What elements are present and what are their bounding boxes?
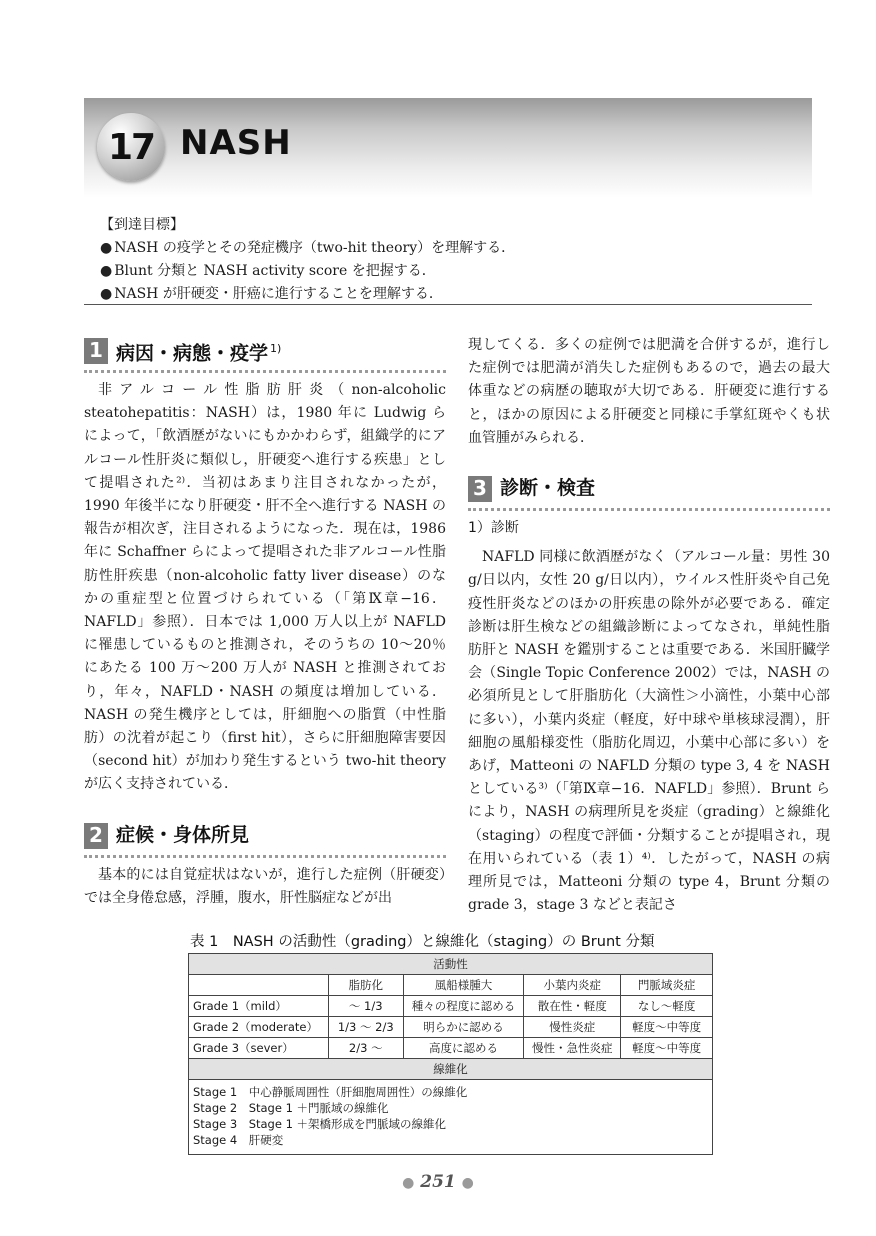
bullet-icon: ● [100, 240, 113, 256]
column-header: 小葉内炎症 [524, 975, 621, 996]
section-number-badge: 1 [84, 338, 108, 364]
table-header-row [189, 975, 713, 996]
column-header: 脂肪化 [328, 975, 403, 996]
chapter-number-badge: 17 [97, 113, 165, 181]
section-2-paragraph-continued: 現してくる．多くの症例では肥満を合併するが，進行した症例では肥満が消失した症例もあるので，過去の最大体重などの病歴の聴取が大切である．肝硬変に進行すると，ほかの原因による肝硬変と同様に手掌紅斑やくも状血管腫がみられる． [468, 337, 830, 446]
section-number-badge: 2 [84, 823, 108, 849]
table-row [189, 1038, 713, 1059]
table-cell: 種々の程度に認める [403, 996, 524, 1017]
section-2-paragraph: 基本的には自覚症状はないが，進行した症例（肝硬変）では全身倦怠感，浮腫，腹水，肝性脳症などが出 [84, 866, 446, 906]
section-1-paragraph: 非アルコール性脂肪肝炎（non-alcoholic steatohepatitis：NASH）は，1980 年に Ludwig らによって，「飲酒歴がないにもかかわらず，組織学的にアルコール性肝炎に類似し，肝硬変へ進行する疾患」として提唱された²⁾．当初はあまり注目されなかったが，1990 年後半になり肝硬変・肝不全へ進行する NASH の報告が相次ぎ，注目されるようになった．現在は，1986 年に Schaffner らによって提唱された非アルコール性脂肪性肝疾患（non-alcoholic fatty liver disease）のなかの重症型と位置づけられている（「第Ⅸ章−16．NAFLD」参照）．日本では 1,000 万人以上が NAFLD に罹患しているものと推測され，そのうちの 10〜20％にあたる 100 万〜200 万人が NASH と推測されており，年々，NAFLD・NASH の頻度は増加している．NASH の発生機序としては，肝細胞への脂質（中性脂肪）の沈着が起こり（first hit），さらに肝細胞障害要因（second hit）が加わり発生するという two-hit theory が広く支持されている． [84, 382, 446, 793]
table-cell: 1/3 〜 2/3 [328, 1017, 403, 1038]
chapter-title: NASH [180, 123, 292, 163]
right-column [468, 334, 830, 917]
section-heading-1 [84, 334, 446, 373]
dot-icon: ● [461, 1175, 474, 1191]
bullet-icon: ● [100, 286, 113, 302]
activity-band: 活動性 [189, 954, 713, 975]
bullet-icon: ● [100, 263, 113, 279]
section-title: 病因・病態・疫学 $^{1)}$ [116, 341, 282, 365]
table-row [189, 1017, 713, 1038]
stage-item: Stage 2 Stage 1 ＋門脈域の線維化 [193, 1101, 389, 1115]
section-title: 症候・身体所見 [116, 824, 250, 847]
brunt-classification-table [188, 953, 713, 1155]
page-number: ● 251 ● [402, 1172, 474, 1192]
table-cell: 〜 1/3 [328, 996, 403, 1017]
section-3-paragraph: NAFLD 同様に飲酒歴がなく（アルコール量：男性 30 g/日以内，女性 20 g/日以内），ウイルス性肝炎や自己免疫性肝炎などのほかの肝疾患の除外が必要である．確定診断は肝生検などの組織診断によってなされ，単純性脂肪肝と NASH を鑑別することは重要である．米国肝臓学会（Single Topic Conference 2002）では，NASH の必須所見として肝脂肪化（大滴性＞小滴性，小葉中心部に多い），小葉内炎症（軽度，好中球や単核球浸潤），肝細胞の風船様変性（脂肪化周辺，小葉中心部に多い）をあげ，Matteoni の NAFLD 分類の type 3, 4 を NASH としている³⁾（「第Ⅸ章−16．NAFLD」参照）．Brunt らにより，NASH の病理所見を炎症（grading）と線維化（staging）の程度で評価・分類することが提唱され，現在用いられている（表 1）⁴⁾．したがって，NASH の病理所見では，Matteoni 分類の type 4，Brunt 分類の grade 3，stage 3 などと表記さ [468, 549, 830, 914]
table-cell: 慢性・急性炎症 [524, 1038, 621, 1059]
goals-heading: 【到達目標】 [100, 217, 184, 233]
goal-item: ● Blunt 分類と NASH activity score を把握する． [100, 263, 436, 279]
table-cell: 散在性・軽度 [524, 996, 621, 1017]
goals-divider [84, 304, 812, 305]
fibrosis-band: 線維化 [189, 1059, 713, 1080]
table-row [189, 996, 713, 1017]
goal-item: ● NASH が肝硬変・肝癌に進行することを理解する． [100, 286, 443, 302]
table-caption: 表 1 NASH の活動性（grading）と線維化（staging）の Brunt 分類 [190, 934, 655, 950]
table-cell: なし〜軽度 [621, 996, 713, 1017]
stage-item: Stage 1 中心静脈周囲性（肝細胞周囲性）の線維化 [193, 1085, 468, 1099]
grade-label: Grade 1（mild） [189, 996, 329, 1017]
reference-mark: 1) [270, 341, 282, 355]
left-column [84, 334, 446, 910]
dot-icon: ● [402, 1175, 415, 1191]
table-cell: 慢性炎症 [524, 1017, 621, 1038]
section-heading-3 [468, 472, 830, 511]
table-cell: 高度に認める [403, 1038, 524, 1059]
table-cell: 軽度〜中等度 [621, 1038, 713, 1059]
stage-item: Stage 4 肝硬変 [193, 1133, 284, 1147]
section-number-badge: 3 [468, 476, 492, 502]
goal-item: ● NASH の疫学とその発症機序（two-hit theory）を理解する． [100, 240, 516, 256]
column-header: 風船様腫大 [403, 975, 524, 996]
table-cell: 2/3 〜 [328, 1038, 403, 1059]
stages-cell [189, 1080, 713, 1155]
table-cell: 明らかに認める [403, 1017, 524, 1038]
grade-label: Grade 2（moderate） [189, 1017, 329, 1038]
section-heading-2 [84, 819, 446, 858]
subsection-heading: 1）診断 [468, 520, 519, 537]
stage-item: Stage 3 Stage 1 ＋架橋形成を門脈域の線維化 [193, 1117, 447, 1131]
learning-goals [100, 214, 820, 306]
table-cell: 軽度〜中等度 [621, 1017, 713, 1038]
grade-label: Grade 3（sever） [189, 1038, 329, 1059]
column-header: 門脈域炎症 [621, 975, 713, 996]
section-title: 診断・検査 [500, 477, 596, 500]
